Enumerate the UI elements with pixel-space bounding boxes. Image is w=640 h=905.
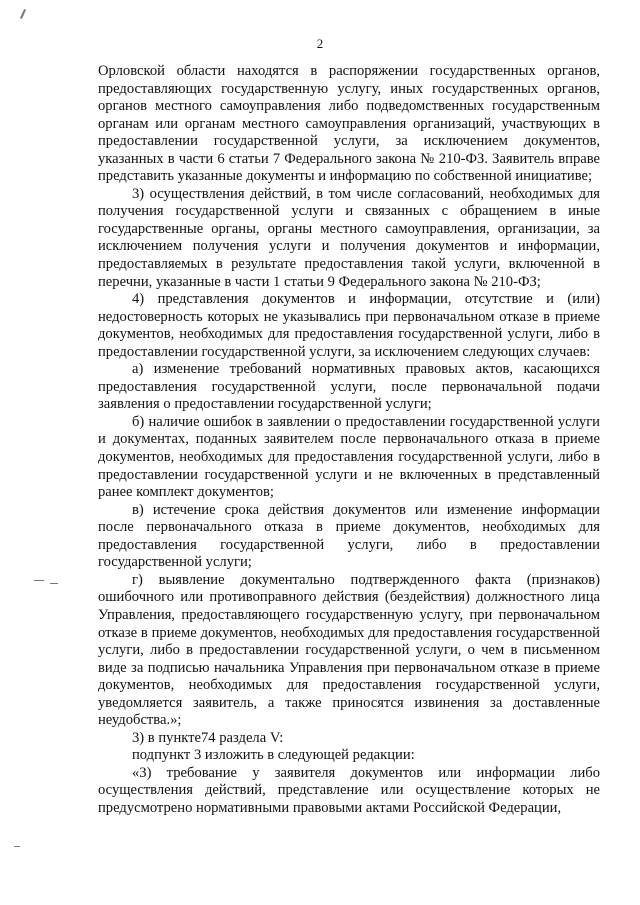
paragraph-subitem-b: б) наличие ошибок в заявлении о предоставлении государственной услуги и документах, поданных заявителем после первоначального отказа в приеме документов, необходимых для предоставления государственной услуги, либо в предоставлении государственной услуги и не включенных в представленный ранее комплект документов; xyxy=(98,413,600,501)
paragraph-subpoint-3-heading: подпункт 3 изложить в следующей редакции: xyxy=(132,747,415,764)
margin-scribble xyxy=(20,9,26,19)
margin-dash xyxy=(34,580,44,581)
paragraph-subitem-v: в) истечение срока действия документов или изменение информации после первоначального отказа в приеме документов, необходимых для предоставления государственной услуги, либо в предоставлении государственной услуги; xyxy=(98,501,600,571)
paragraph-subitem-a: а) изменение требований нормативных правовых актов, касающихся предоставления государственной услуги, после первоначальной подачи заявления о предоставлении государственной услуги; xyxy=(98,361,600,413)
paragraph-new-wording: «3) требование у заявителя документов или информации либо осуществления действий, представление или осуществление которых не предусмотрено нормативными правовыми актами Российской Федерации, xyxy=(98,764,600,816)
margin-dash xyxy=(50,583,58,584)
paragraph-item-3: 3) осуществления действий, в том числе согласований, необходимых для получения государственной услуги и связанных с обращением в иные государственные органы, органы местного самоуправления, организации, за исключением получения услуги и получения документов и информации, предоставляемых в результате предоставления такой услуги, включенной в перечни, указанные в части 1 статьи 9 Федерального закона № 210-ФЗ; xyxy=(98,185,600,290)
paragraph-continuation: Орловской области находятся в распоряжении государственных органов, предоставляющих государственную услугу, иных государственных органов, органов местного самоуправления либо подведомственных государственным органам или органам местного самоуправления организаций, участвующих в предоставлении государственной услуги, за исключением документов, указанных в части 6 статьи 7 Федерального закона № 210-ФЗ. Заявитель вправе представить указанные документы и информацию по собственной инициативе; xyxy=(98,63,600,185)
paragraph-amendment-74: 3) в пункте74 раздела V: xyxy=(132,729,284,746)
document-body xyxy=(98,63,600,818)
paragraph-item-4: 4) представления документов и информации, отсутствие и (или) недостоверность которых не указывались при первоначальном отказе в приеме документов, необходимых для предоставления государственной услуги, либо в предоставлении государственной услуги, за исключением следующих случаев: xyxy=(98,291,600,360)
paragraph-subitem-g: г) выявление документально подтвержденного факта (признаков) ошибочного или противоправного действия (бездействия) должностного лица Управления, предоставляющего государственную услугу, при первоначальном отказе в приеме документов, необходимых для предоставления государственной услуги, либо в предоставлении государственной услуги, о чем в письменном виде за подписью начальника Управления при первоначальном отказе в приеме документов, необходимых для предоставления государственной услуги, уведомляется заявитель, а также приносятся извинения за доставленные неудобства.»; xyxy=(98,571,600,729)
page-number: 2 xyxy=(316,36,324,51)
margin-dash xyxy=(14,846,20,847)
